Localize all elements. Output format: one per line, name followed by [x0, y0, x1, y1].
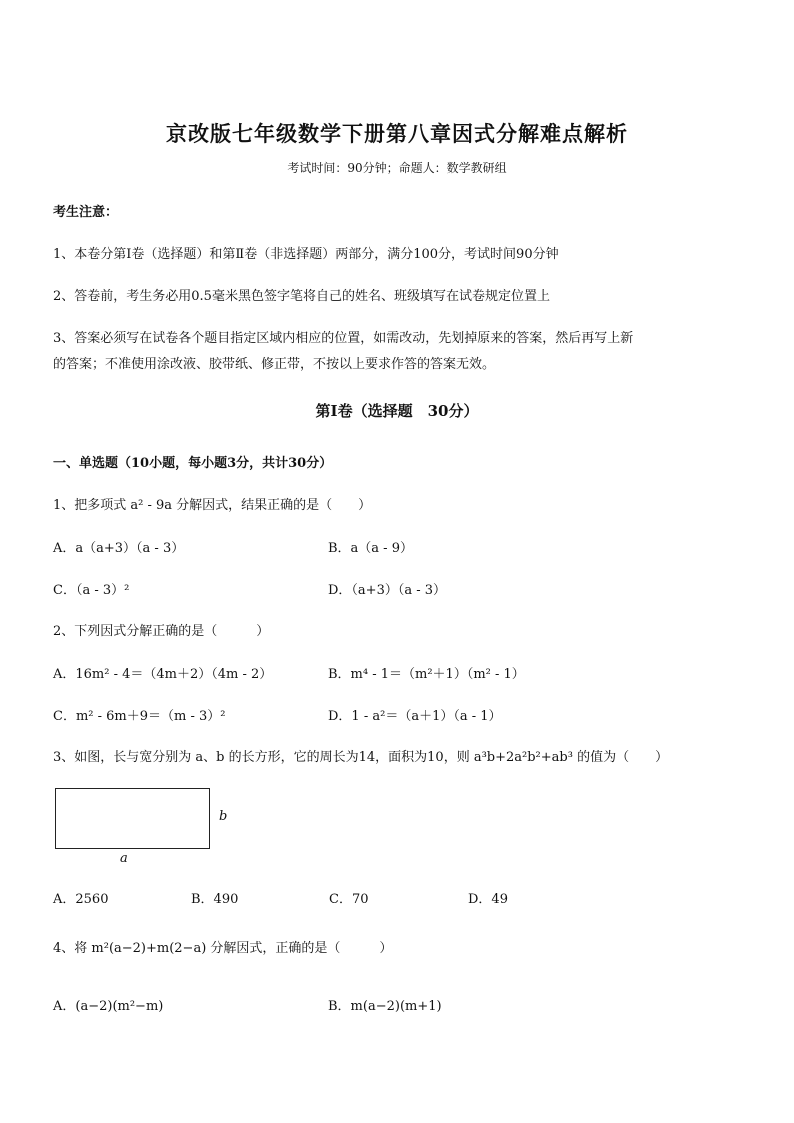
q3-option-b[interactable]: B．490 — [191, 892, 239, 907]
q3-option-c[interactable]: C．70 — [329, 892, 369, 907]
q1-option-a[interactable]: A．a（a+3）（a - 3） — [53, 541, 185, 556]
q4-option-b[interactable]: B．m(a−2)(m+1) — [328, 999, 442, 1014]
q2-option-d[interactable]: D．1 - a²＝（a＋1）（a - 1） — [328, 709, 502, 724]
q4-option-a[interactable]: A．(a−2)(m²−m) — [53, 999, 164, 1014]
rectangle-figure — [55, 788, 210, 849]
q3-option-d[interactable]: D．49 — [468, 892, 508, 907]
q1-option-c[interactable]: C．（a - 3）² — [53, 583, 130, 598]
q2-option-b[interactable]: B．m⁴ - 1＝（m²＋1）（m² - 1） — [328, 667, 525, 682]
notice-heading: 考生注意： — [53, 205, 119, 220]
q3-option-a[interactable]: A．2560 — [53, 892, 109, 907]
q3-stem: 3、如图，长与宽分别为 a、b 的长方形，它的周长为14，面积为10，则 a³b+2a²b²+ab³ 的值为（ ） — [53, 750, 669, 765]
q4-stem: 4、将 m²(a−2)+m(2−a) 分解因式，正确的是（ ） — [53, 941, 393, 956]
q1-option-d[interactable]: D．（a+3）（a - 3） — [328, 583, 447, 598]
part-title: 一、单选题（10小题，每小题3分，共计30分） — [53, 456, 333, 471]
q1-stem: 1、把多项式 a² - 9a 分解因式，结果正确的是（ ） — [53, 498, 372, 513]
q2-option-a[interactable]: A．16m² - 4＝（4m＋2）（4m - 2） — [53, 667, 273, 682]
label-a: a — [120, 851, 128, 866]
exam-info: 考试时间：90分钟；命题人：数学教研组 — [287, 161, 507, 175]
label-b: b — [219, 809, 228, 824]
page-title: 京改版七年级数学下册第八章因式分解难点解析 — [166, 121, 628, 146]
q1-option-b[interactable]: B．a（a - 9） — [328, 541, 413, 556]
q2-option-c[interactable]: C．m² - 6m＋9＝（m - 3）² — [53, 709, 226, 724]
section-title: 第Ⅰ卷（选择题 30分） — [315, 402, 479, 420]
notice-item-1: 1、本卷分第Ⅰ卷（选择题）和第Ⅱ卷（非选择题）两部分，满分100分，考试时间90分钟 — [53, 247, 559, 262]
notice-item-3-cont: 的答案；不准使用涂改液、胶带纸、修正带，不按以上要求作答的答案无效。 — [53, 357, 496, 372]
notice-item-3: 3、答案必须写在试卷各个题目指定区域内相应的位置，如需改动，先划掉原来的答案，然后再写上新 — [53, 331, 634, 346]
notice-item-2: 2、答卷前，考生务必用0.5毫米黑色签字笔将自己的姓名、班级填写在试卷规定位置上 — [53, 289, 550, 304]
q2-stem: 2、下列因式分解正确的是（ ） — [53, 624, 270, 639]
